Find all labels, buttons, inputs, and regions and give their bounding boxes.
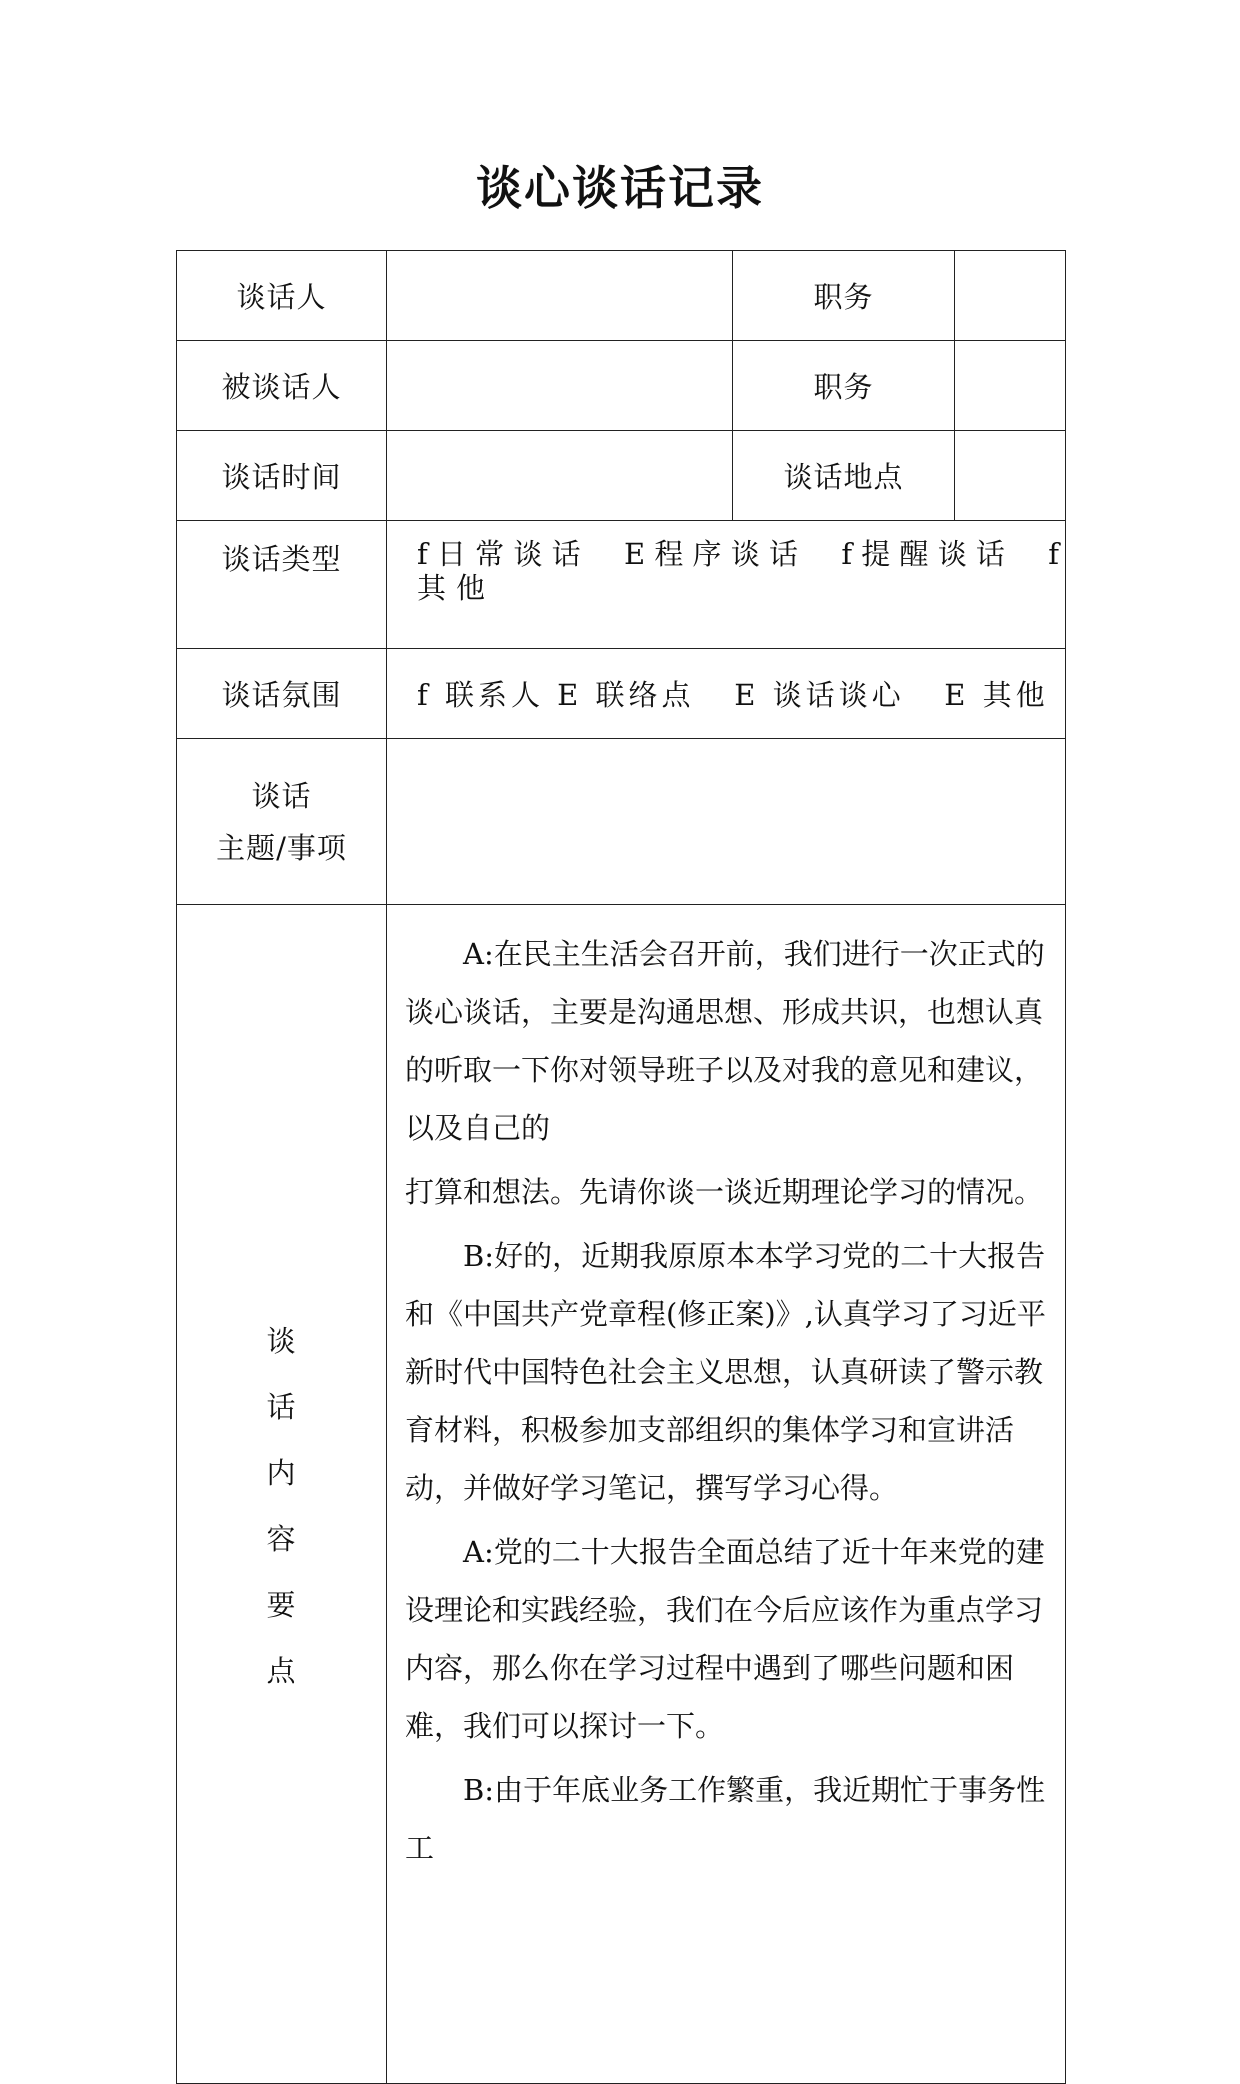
type-options[interactable]: [387, 521, 1065, 648]
content-paragraph-1b: 打算和想法。先请你谈一谈近期理论学习的情况。: [405, 1175, 1044, 1209]
content-label-char-4: 容: [266, 1522, 297, 1556]
position-label-1: 职务: [733, 251, 955, 340]
talker-row: [176, 250, 1066, 340]
content-label-char-2: 话: [266, 1390, 297, 1424]
type-option-other[interactable]: 其他: [417, 571, 496, 605]
talkee-row: [176, 340, 1066, 430]
content-row: [176, 904, 1066, 2084]
content-label: [177, 905, 387, 2083]
type-option-procedural[interactable]: E 程 序 谈 话: [623, 537, 798, 571]
content-paragraph-4: B:由于年底业务工作繁重，我近期忙于事务性工: [405, 1773, 1046, 1865]
time-place-row: [176, 430, 1066, 520]
talker-field[interactable]: [387, 251, 733, 340]
content-label-char-6: 点: [266, 1654, 297, 1688]
topic-label-line2: 主题/事项: [216, 830, 347, 865]
place-label: 谈话地点: [733, 431, 955, 520]
atmosphere-label: 谈话氛围: [177, 649, 387, 738]
topic-row: [176, 738, 1066, 904]
atmosphere-row: [176, 648, 1066, 738]
type-option-other-box[interactable]: f: [1048, 537, 1059, 571]
topic-label-line1: 谈话: [251, 778, 312, 813]
document-title: 谈心谈话记录: [476, 161, 764, 215]
talkee-position-field[interactable]: [955, 341, 1065, 430]
atmosphere-options[interactable]: f 联系人 E 联络点 E 谈话谈心 E 其他: [417, 678, 1049, 712]
content-paragraph-3: A:党的二十大报告全面总结了近十年来党的建设理论和实践经验，我们在今后应该作为重点学习内容，那么你在学习过程中遇到了哪些问题和困难，我们可以探讨一下。: [405, 1535, 1045, 1743]
content-paragraph-2: B:好的，近期我原原本本学习党的二十大报告和《中国共产党章程(修正案)》,认真学习了习近平新时代中国特色社会主义思想，认真研读了警示教育材料，积极参加支部组织的集体学习和宣讲活动，并做好学习笔记，撰写学习心得。: [405, 1239, 1046, 1505]
content-text[interactable]: [387, 905, 1065, 2083]
position-label-2: 职务: [733, 341, 955, 430]
content-label-char-5: 要: [266, 1588, 297, 1622]
content-label-char-1: 谈: [266, 1324, 297, 1358]
type-row: [176, 520, 1066, 648]
time-field[interactable]: [387, 431, 733, 520]
talker-position-field[interactable]: [955, 251, 1065, 340]
talkee-label: 被谈话人: [177, 341, 387, 430]
talker-label: 谈话人: [177, 251, 387, 340]
topic-field[interactable]: [387, 739, 1065, 904]
type-option-daily[interactable]: f 日 常 谈 话: [417, 537, 581, 571]
time-label: 谈话时间: [177, 431, 387, 520]
place-field[interactable]: [955, 431, 1065, 520]
talkee-field[interactable]: [387, 341, 733, 430]
content-paragraph-1a: A:在民主生活会召开前，我们进行一次正式的谈心谈话，主要是沟通思想、形成共识，也想认真的听取一下你对领导班子以及对我的意见和建议，以及自己的: [405, 937, 1045, 1145]
type-label: 谈话类型: [177, 521, 387, 648]
type-option-reminder[interactable]: f 提 醒 谈 话: [841, 537, 1005, 571]
record-form: [176, 250, 1066, 2084]
content-label-char-3: 内: [266, 1456, 297, 1490]
topic-label: [177, 739, 387, 904]
